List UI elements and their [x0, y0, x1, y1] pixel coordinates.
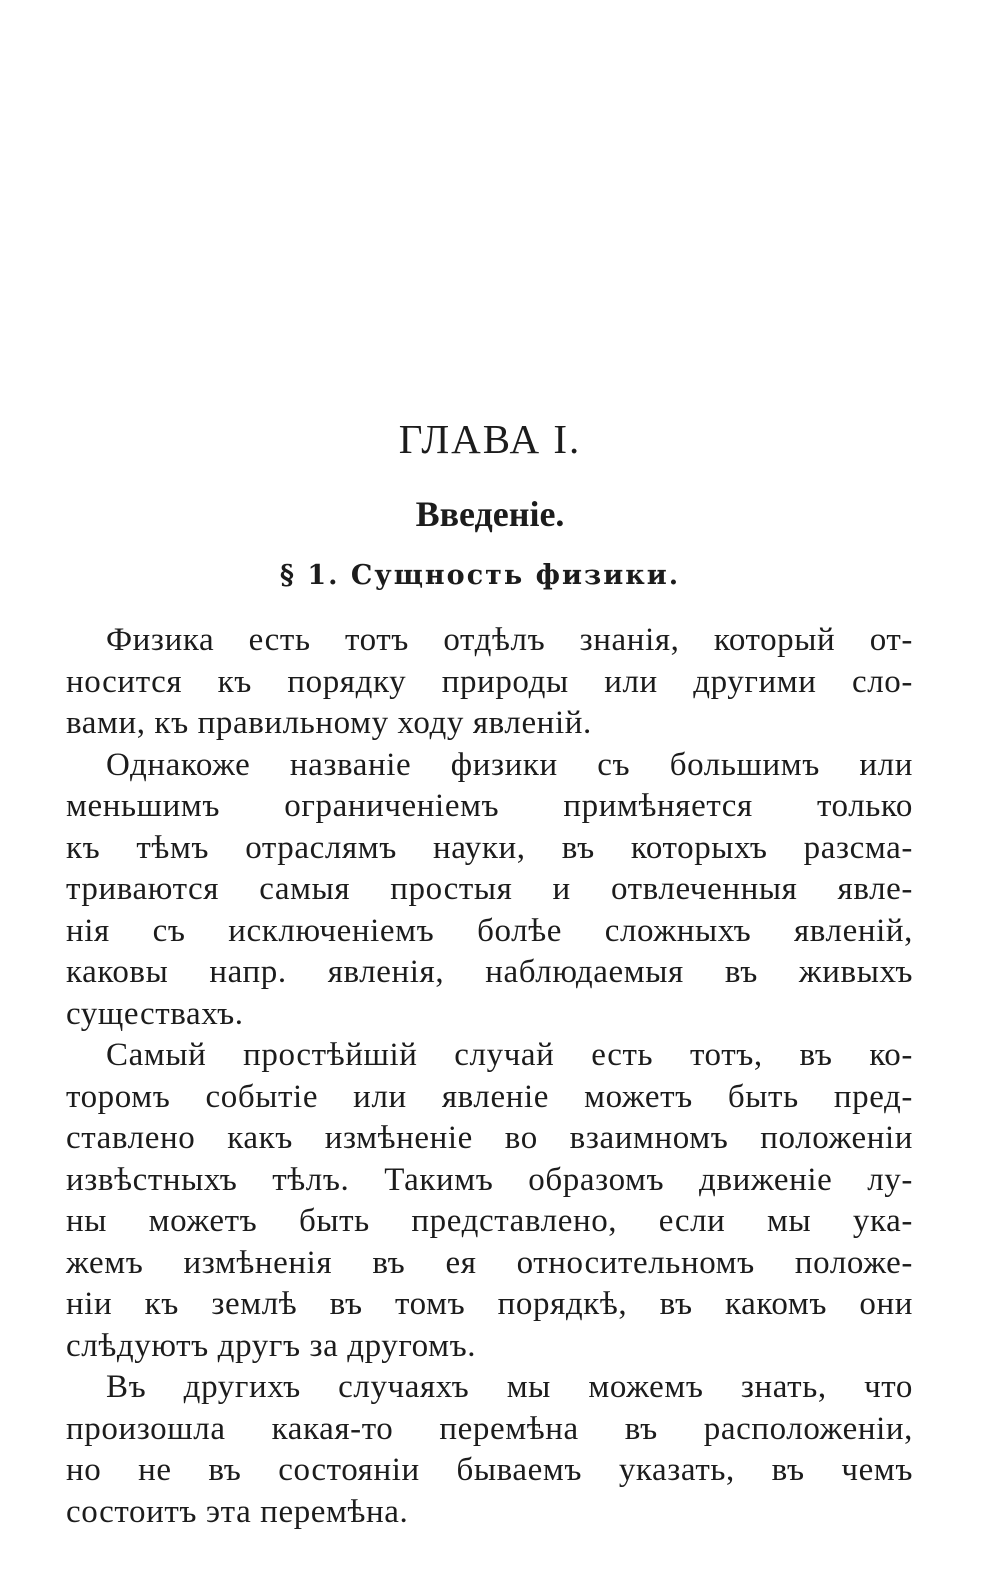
- text-line: ставлено какъ измѣненіе во взаимномъ положеніи: [66, 1120, 913, 1156]
- paragraph: [66, 1035, 913, 1367]
- body-text: [66, 620, 913, 1533]
- text-line: триваются самыя простыя и отвлеченныя явле-: [66, 871, 913, 907]
- section-title: § 1. Сущность физики.: [279, 560, 681, 591]
- text-line: нія съ исключеніемъ болѣе сложныхъ явленій,: [66, 912, 913, 949]
- text-line: но не въ состояніи бываемъ указать, въ чемъ: [66, 1452, 913, 1488]
- paragraph: [66, 745, 913, 1036]
- chapter-title: ГЛАВА I.: [398, 416, 582, 462]
- text-line: состоитъ эта перемѣна.: [66, 1493, 409, 1530]
- text-line: къ тѣмъ отраслямъ науки, въ которыхъ разсма-: [66, 829, 913, 866]
- text-line: извѣстныхъ тѣлъ. Такимъ образомъ движеніе лу-: [66, 1161, 913, 1198]
- text-line: ны можетъ быть представлено, если мы ука-: [66, 1203, 913, 1239]
- text-line: носится къ порядку природы или другими сло-: [66, 663, 913, 700]
- text-line: слѣдуютъ другъ за другомъ.: [66, 1327, 477, 1364]
- text-line: произошла какая-то перемѣна въ расположеніи,: [66, 1410, 913, 1447]
- text-line: Въ другихъ случаяхъ мы можемъ знать, что: [106, 1369, 913, 1405]
- text-line: Однакоже названіе физики съ большимъ или: [106, 746, 913, 783]
- paragraph: [66, 620, 913, 745]
- text-line: ніи къ землѣ въ томъ порядкѣ, въ какомъ они: [66, 1286, 913, 1322]
- text-line: жемъ измѣненія въ ея относительномъ положе-: [66, 1244, 913, 1281]
- text-line: Самый простѣйшій случай есть тотъ, въ ко-: [106, 1037, 913, 1073]
- text-line: Физика есть тотъ отдѣлъ знанія, который от-: [106, 622, 913, 658]
- chapter-subtitle: Введеніе.: [415, 494, 565, 534]
- text-line: меньшимъ ограниченіемъ примѣняется только: [66, 788, 913, 824]
- paragraph: [66, 1367, 913, 1533]
- text-line: существахъ.: [66, 995, 244, 1032]
- text-line: торомъ событіе или явленіе можетъ быть пред-: [66, 1078, 913, 1115]
- text-line: каковы напр. явленія, наблюдаемыя въ живыхъ: [66, 954, 913, 990]
- text-line: вами, къ правильному ходу явленій.: [66, 705, 592, 741]
